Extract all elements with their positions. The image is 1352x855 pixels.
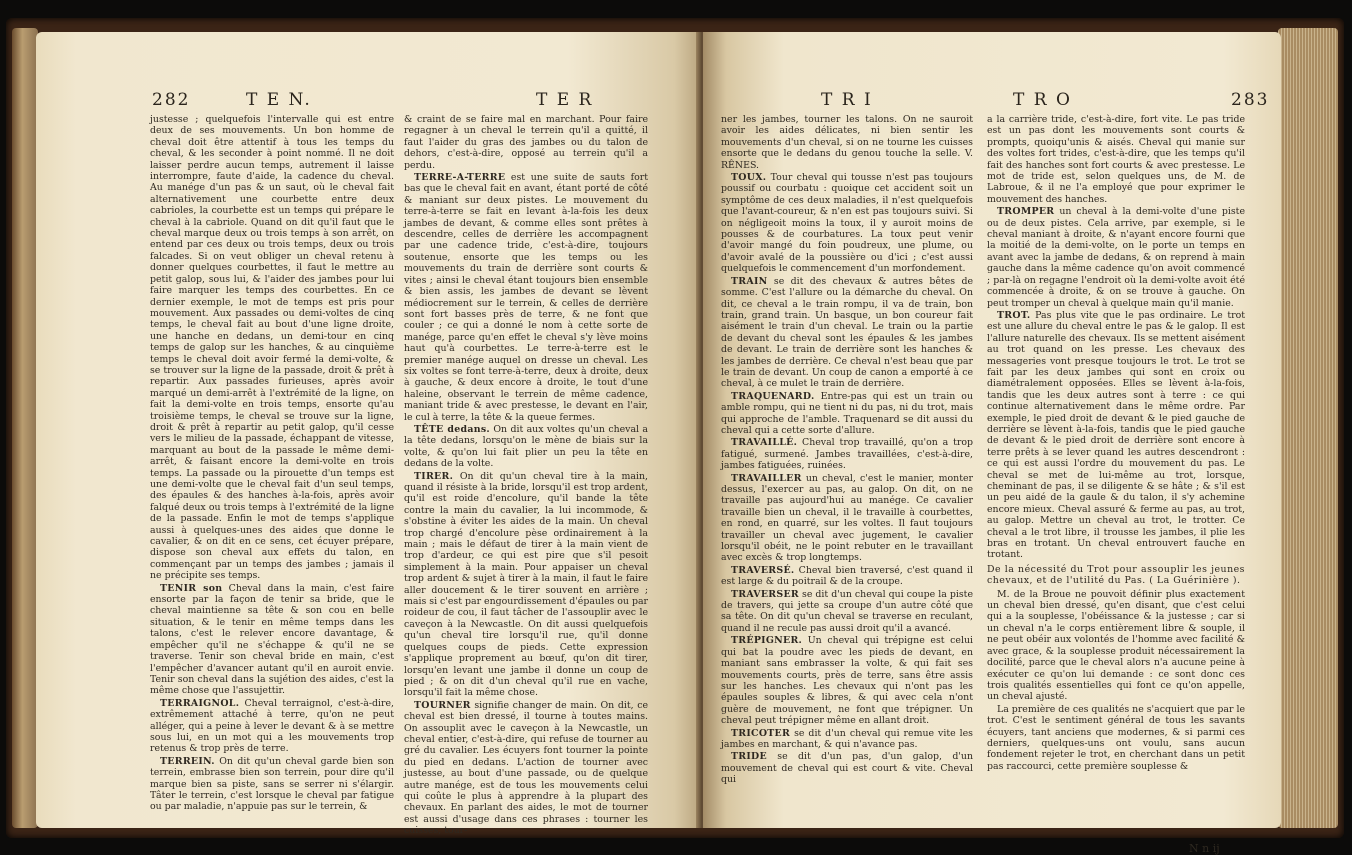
entry-headword: TERREIN. (160, 755, 215, 767)
entry-text: a la carrière tride, c'est-à-dire, fort vite. Le pas tride est un pas dont les mouvements sont courts & prompts, quoiqu'unis & aisés. Cheval qui manie sur des voltes fort trides, c'est-à-dire, que les temps qu'il fait des hanches sont fort courts & avec prestesse. Le mot de tride est, selon quelques uns, de M. de Labroue, & il ne l'a employé que pour exprimer le mouvement des hanches. (987, 114, 1245, 205)
dictionary-entry (987, 310, 1245, 561)
entry-text: La première de ces qualités ne s'acquiert que par le trot. C'est le sentiment général de tous les savants écuyers, tant anciens que modernes, & si parmi ces derniers, quelques-uns ont voulu, sans aucun fondement rejeter le trot, en cherchant dans un petit pas raccourci, cette première souplesse & (987, 703, 1245, 772)
dictionary-entry (721, 391, 973, 437)
entry-headword: TÊTE dedans. (414, 423, 490, 435)
right-page (703, 32, 1281, 855)
left-column-1 (150, 114, 394, 814)
right-column-1 (721, 114, 973, 787)
page-number-right: 283 (1231, 90, 1270, 110)
entry-text: Entre-pas qui est un train ou amble rompu, qui ne tient ni du pas, ni du trot, mais qui approche de l'amble. Traquenard se dit aussi du cheval qui a cette sorte d'allure. (721, 390, 973, 436)
entry-text: un cheval, c'est le manier, monter dessus, l'exercer au pas, au galop. On dit, on ne travaille pas aujourd'hui au manége. Ce cavalier travaille bien un cheval, il le travaille à courbettes, en rond, en quarré, sur les voltes. Il faut toujours travailler un cheval avec jugement, le cavalier lorsqu'il obéit, ne le point rebuter en le travaillant avec excès & trop longtemps. (721, 472, 973, 564)
dictionary-entry (987, 589, 1245, 703)
dictionary-entry (721, 114, 973, 171)
page-number-left: 282 (152, 90, 191, 110)
entry-text: M. de la Broue ne pouvoit définir plus exactement un cheval bien dressé, qu'en disant, que c'est celui qui a la souplesse, l'obéissance & la justesse ; car si un cheval n'a le corps entièrement libre & souple, il ne peut obéir aux volontés de l'homme avec facilité & avec grace, & la souplesse produit nécessairement la docilité, parce que le cheval alors n'a aucune peine à exécuter ce qu'on lui demande : ce sont donc ces trois qualités essentielles qui font ce qu'on appelle, un cheval ajusté. (987, 588, 1245, 703)
dictionary-entry (987, 114, 1245, 205)
entry-headword: TRAVERSER (731, 588, 799, 600)
running-head-left: T E N. (246, 90, 312, 110)
entry-text: se dit d'un cheval qui remue vite les jambes en marchant, & qui n'avance pas. (721, 727, 973, 750)
dictionary-entry (721, 589, 973, 635)
entry-headword: TERRAIGNOL. (160, 697, 240, 709)
dictionary-entry (150, 583, 394, 697)
entry-text: justesse ; quelquefois l'intervalle qui est entre deux de ses mouvements. Un bon homme de cheval doit être attentif à tous les temps du cheval, & les seconder à point nommé. Il ne doit laisser perdre aucun temps, autrement il laisse interrompre, faute d'aide, la cadence du cheval. Au manége d'un pas & un saut, où le cheval fait alternativement une courbette entre deux cabrioles, la courbette est un temps qui prépare le cheval à la cabriole. Quand on dit qu'il faut que le cheval marque deux ou trois temps à son arrêt, on entend par ces deux ou trois temps, deux ou trois falcades. Si on veut obliger un cheval retenu à donner quelques courbettes, il faut le mettre au petit galop, sous lui, & l'aider des jambes pour lui faire marquer les temps des courbettes. En ce dernier exemple, le mot de temps est pris pour mouvement. Aux passades ou demi-voltes de cinq temps, le cheval fait au bout d'une ligne droite, une hanche en dedans, un demi-tour en cinq temps de galop sur les hanches, & au cinquième temps le cheval doit avoir fermé la demi-volte, & se trouver sur la ligne de la passade, droit & prêt à repartir. Aux passades furieuses, après avoir marqué un demi-arrêt à l'extrémité de la ligne, on fait la demi-volte en trois temps, ensorte qu'au troisième temps, le cheval se trouve sur la ligne, droit & prêt à repartir au petit galop, qu'il cesse vers le milieu de la passade, échappant de vitesse, marquant au bout de la passade le même demi-arrêt, & faisant encore la demi-volte en trois temps. La passade ou la pirouette d'un temps est une demi-volte que le cheval fait d'un seul temps, des épaules & des hanches à-la-fois, après avoir falqué deux ou trois temps à l'extrémité de la ligne de la passade. Enfin le mot de temps s'applique aussi à quelques-unes des aides que donne le cavalier, & on dit en ce sens, cet écuyer prépare, dispose son cheval aux effets du talon, en commençant par un temps des jambes ; jamais il ne précipite ses temps. (150, 114, 394, 582)
entry-text: signifie changer de main. On dit, ce cheval est bien dressé, il tourne à toutes mains. On assouplit avec le caveçon à la Newcastle, un cheval entier, c'est-à-dire, qui refuse de tourner au gré du cavalier. Les écuyers font tourner la pointe du pied en dedans. L'action de tourner avec justesse, au bout d'une passade, ou de quelque autre manége, est de tous les mouvements celui qui coûte le plus à apprendre à la plupart des chevaux. En parlant des aides, le mot de tourner est aussi d'usage dans ces phrases : tourner les cuisses, tour- (404, 699, 648, 837)
entry-text: Tour cheval qui tousse n'est pas toujours poussif ou courbatu : quoique cet accident soit un symptôme de ces deux maladies, il n'est quelquefois que l'avant-coureur, & n'en est pas toujours suivi. Si on négligeoit moins la toux, il y auroit moins de pousses & de courbatures. La toux peut venir d'avoir mangé du foin poudreux, une plume, ou d'avoir avalé de la poussière ou d'ici ; c'est aussi quelquefois le commencement d'un morfondement. (721, 172, 973, 275)
left-column-2 (404, 114, 648, 838)
dictionary-entry (987, 206, 1245, 309)
entry-text: est une suite de sauts fort bas que le cheval fait en avant, étant porté de côté & maniant sur deux pistes. Le mouvement du terre-à-terre se fait en levant à-la-fois les deux jambes de devant, & comme elles sont prêtes à descendre, celles de derrière les accompagnent par une cadence tride, c'est-à-dire, toujours soutenue, ensorte que les temps ou les mouvements du train de derrière sont courts & vites ; ainsi le cheval étant toujours bien ensemble & bien assis, les jambes de devant se lèvent médiocrement sur le terrein, & celles de derrière sont fort basses près de terre, & ne font que couler ; ce qui a donné le nom à cette sorte de manége, parce qu'en effet le cheval s'y lève moins haut qu'à courbettes. Le terre-à-terre est le premier manége auquel on dresse un cheval. Les six voltes se font terre-à-terre, deux à droite, deux à gauche, & deux encore à droite, le tout d'une haleine, observant le terrein de même cadence, maniant tride & avec prestesse, le devant en l'air, le cul à terre, la tête & la queue fermes. (404, 172, 648, 423)
dictionary-entry (987, 564, 1245, 587)
dictionary-entry (721, 473, 973, 564)
signature-mark: N n ij (1189, 842, 1220, 855)
entry-headword: TOURNER (414, 699, 471, 711)
entry-headword: TERRE-A-TERRE (414, 172, 506, 184)
dictionary-entry (721, 276, 973, 390)
entry-text: Cheval terraignol, c'est-à-dire, extrêmement attaché à terre, qu'on ne peut alléger, qui a peine à lever le devant & à se mettre sous lui, en un mot qui a les mouvements trop retenus & trop près de terre. (150, 697, 394, 755)
entry-text: Cheval trop travaillé, qu'on a trop fatigué, surmené. Jambes travaillées, c'est-à-dire, jambes fatiguées, ruinées. (721, 437, 973, 472)
dictionary-entry (404, 424, 648, 470)
left-page-edges (12, 28, 38, 828)
entry-headword: TROMPER (997, 206, 1055, 218)
entry-headword: TRAVAILLÉ. (731, 437, 798, 449)
dictionary-entry (150, 114, 394, 582)
entry-headword: TRAIN (731, 275, 768, 287)
entry-headword: TENIR son (160, 582, 223, 594)
dictionary-entry (721, 437, 973, 471)
dictionary-entry (721, 728, 973, 751)
dictionary-entry (404, 471, 648, 699)
running-head-tri: T R I (821, 90, 873, 110)
book (6, 18, 1344, 855)
dictionary-entry (721, 635, 973, 726)
entry-text: se dit des chevaux & autres bêtes de somme. C'est l'allure ou la démarche du cheval. On dit, ce cheval a le train rompu, il va de train, bon train, grand train. Un basque, un bon coureur fait aisément le train d'un cheval. Le train ou la partie de devant du cheval sont les épaules & les jambes de devant. Le train de derrière sont les hanches & les jambes de derrière. Ce cheval n'est beau que par le train de devant. Un coup de canon a emporté à ce cheval, à ce mulet le train de derrière. (721, 275, 973, 390)
entry-text: Un cheval qui trépigne est celui qui bat la poudre avec les pieds de devant, en maniant sans embrasser la volte, & qui fait ses mouvements courts, près de terre, sans être assis sur les hanches. Les chevaux qui n'ont pas les épaules souples & libres, & qui avec cela n'ont guère de mouvement, ne font que trépigner. Un cheval peut trépigner même en allant droit. (721, 635, 973, 727)
dictionary-entry (721, 172, 973, 275)
entry-text: De la nécessité du Trot pour assouplir les jeunes chevaux, et de l'utilité du Pas. ( La Guérinière ). (987, 563, 1245, 587)
entry-text: On dit qu'un cheval tire à la main, quand il résiste à la bride, lorsqu'il est trop ardent, qu'il est roide d'encolure, qu'il bande la tête contre la main du cavalier, la lui incommode, & s'obstine à éviter les aides de la main. Un cheval trop chargé d'encolure pèse ordinairement à la main ; mais le défaut de tirer à la main vient de trop d'ardeur, ce qui est pire que s'il pesoit simplement à la main. Pour appaiser un cheval trop ardent & sujet à tirer à la main, il faut le faire aller doucement & le tirer souvent en arrière ; mais si c'est par engourdissement d'épaules ou par roideur de cou, il faut tâcher de l'assouplir avec le caveçon à la Newcastle. On dit aussi quelquefois qu'un cheval tire lorsqu'il rue, qu'il donne quelques coups de pieds. Cette expression s'applique proprement au bœuf, qu'on dit tirer, lorsqu'en levant une jambe il donne un coup de pied ; & on dit d'un cheval qu'il rue en vache, lorsqu'il fait la même chose. (404, 470, 649, 699)
entry-text: ner les jambes, tourner les talons. On ne sauroit avoir les aides délicates, ni bien sentir les mouvements d'un cheval, si on ne tourne les cuisses ensorte que le dedans du genou touche la selle. V. RÊNES. (721, 114, 973, 171)
running-head-right: T E R (536, 90, 594, 110)
dictionary-entry (404, 172, 648, 423)
entry-text: Cheval bien traversé, c'est quand il est large & du poitrail & de la croupe. (721, 564, 973, 588)
entry-text: se dit d'un pas, d'un galop, d'un mouvement de cheval qui est court & vite. Cheval qui (721, 751, 973, 786)
entry-headword: TOUX. (731, 172, 767, 184)
entry-text: On dit aux voltes qu'un cheval a la tête dedans, lorsqu'on le mène de biais sur la volte, & qu'on lui fait plier un peu la tête en dedans de la volte. (404, 423, 648, 470)
entry-headword: TRAVAILLER (731, 472, 802, 484)
entry-headword: TRICOTER (731, 727, 791, 739)
dictionary-entry (721, 751, 973, 785)
entry-headword: TRAVERSÉ. (731, 564, 795, 576)
dictionary-entry (987, 704, 1245, 772)
dictionary-entry (404, 700, 648, 837)
entry-text: On dit qu'un cheval garde bien son terrein, embrasse bien son terrein, pour dire qu'il marque bien sa piste, sans se serrer ni s'élargir. Tâter le terrein, c'est lorsque le cheval par fatigue ou par maladie, n'appuie pas sur le terrein, & (150, 755, 394, 813)
dictionary-entry (150, 756, 394, 813)
entry-headword: TROT. (997, 309, 1031, 321)
entry-headword: TRAQUENARD. (731, 390, 815, 402)
dictionary-entry (404, 114, 648, 171)
entry-text: un cheval à la demi-volte d'une piste ou de deux pistes. Cela arrive, par exemple, si le cheval maniant à droite, & n'ayant encore fourni que la moitié de la demi-volte, on le porte un temps en avant avec la jambe de dedans, & on reprend à main gauche dans la même cadence qu'on avoit commencé ; par-là on regagne l'endroit où la demi-volte avoit été commencée à droite, & on se trouve à gauche. On peut tromper un cheval à quelque main qu'il manie. (987, 206, 1245, 309)
right-page-edges (1278, 28, 1338, 828)
dictionary-entry (150, 698, 394, 755)
running-head-tro: T R O (1013, 90, 1072, 110)
left-page (36, 32, 701, 837)
entry-text: & craint de se faire mal en marchant. Pour faire regagner à un cheval le terrein qu'il a quitté, il faut l'aider du gras des jambes ou du talon de dehors, c'est-à-dire, opposé au terrein qu'il a perdu. (404, 114, 648, 171)
entry-text: se dit d'un cheval qui coupe la piste de travers, qui jette sa croupe d'un autre côté que sa tête. On dit qu'un cheval se traverse en reculant, quand il ne recule pas aussi droit qu'il a avancé. (721, 588, 973, 634)
entry-text: Pas plus vite que le pas ordinaire. Le trot est une allure du cheval entre le pas & le galop. Il est l'allure naturelle des chevaux. Ils se mettent aisément au trot quand on les presse. Les chevaux des messageries vont presque toujours le trot. Le trot se fait par les deux jambes qui sont en croix ou diamétralement opposées. Elles se lèvent à-la-fois, tandis que les deux autres sont à terre : ce qui continue alternativement dans le même ordre. Par exemple, le pied droit de devant & le pied gauche de derrière se lèvent à-la-fois, tandis que le pied gauche de devant & le pied droit de derrière sont encore à terre prêts à se lever quand les autres descendront : ce qui est aussi l'ordre du mouvement du pas. Le cheval se met de lui-même au trot, lorsque, cheminant de pas, il se diligente & se hâte ; & s'il est un peu aidé de la gaule & du talon, il s'y achemine encore mieux. Cheval assuré & ferme au pas, au trot, au galop. Mettre un cheval au trot, le trotter. Ce cheval a le trot libre, il trousse les jambes, il plie les bras en trotant. Un cheval entrouvert fauche en trotant. (987, 309, 1245, 561)
entry-headword: TIRER. (414, 470, 454, 482)
right-column-2 (987, 114, 1245, 773)
entry-text: Cheval dans la main, c'est faire ensorte par la façon de tenir sa bride, que le cheval maintienne sa tête & son cou en belle situation, & le tenir en même temps dans les talons, c'est le relever encore davantage, & empêcher qu'il ne s'échappe & qu'il ne se traverse. Tenir son cheval bride en main, c'est l'empêcher d'avancer autant qu'il en auroit envie. Tenir son cheval dans la sujétion des aides, c'est la même chose que l'assujettir. (150, 582, 394, 697)
entry-headword: TRÉPIGNER. (731, 635, 803, 647)
entry-headword: TRIDE (731, 751, 767, 763)
dictionary-entry (721, 565, 973, 588)
